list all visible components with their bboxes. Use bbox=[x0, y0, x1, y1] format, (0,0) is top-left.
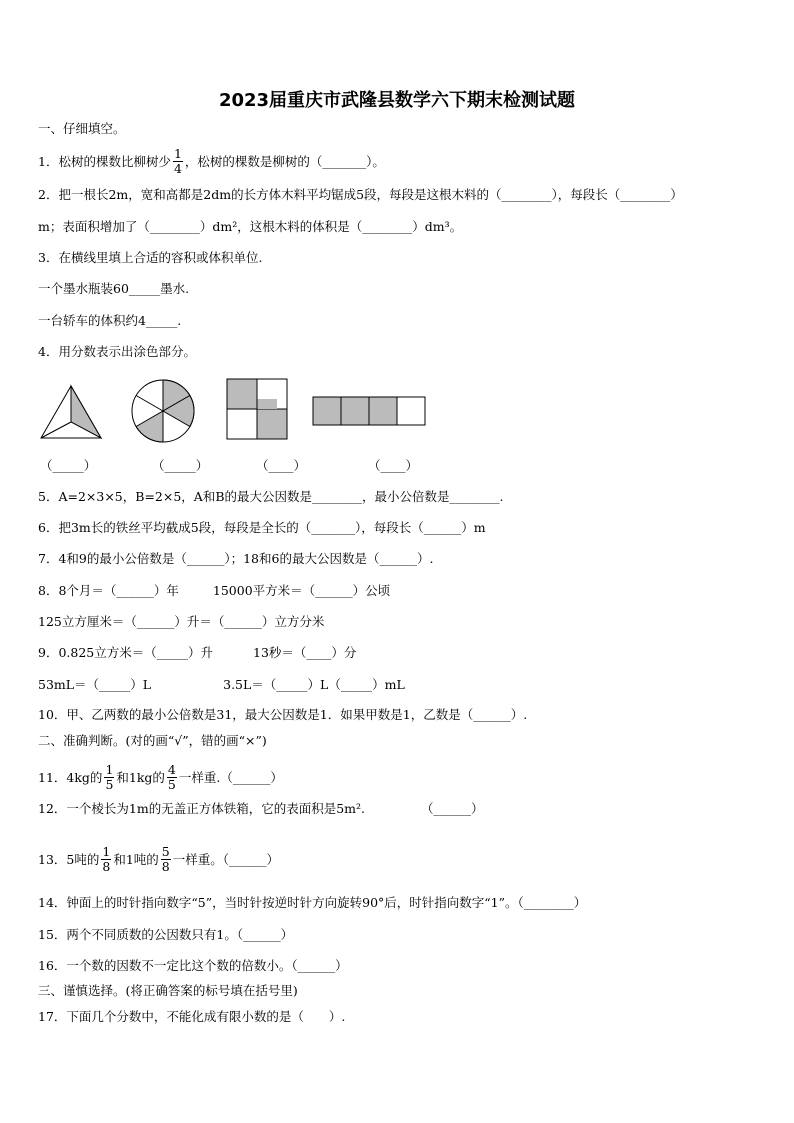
q4-blank-rectangle[interactable]: （____） bbox=[368, 458, 419, 473]
q9-volume: 9．0.825立方米＝（_____）升 bbox=[38, 645, 213, 660]
question-8-line-2: 125立方厘米＝（______）升＝（______）立方分米 bbox=[38, 614, 325, 629]
fraction-five-eighths: $\frac{5}{8}$ bbox=[161, 844, 170, 874]
question-4: 4．用分数表示出涂色部分。 bbox=[38, 344, 196, 359]
question-11: 11．4kg的 $\frac{1}{5}$ 和1kg的 $\frac{4}{5}$ 一样重.（______） bbox=[38, 762, 283, 792]
question-3-car: 一台轿车的体积约4_____. bbox=[38, 313, 182, 328]
section-fill-in: 一、仔细填空。 bbox=[38, 121, 126, 136]
q4-blank-triangle[interactable]: （_____） bbox=[40, 458, 97, 473]
q1-text: 1．松树的棵数比柳树少 bbox=[38, 154, 171, 169]
fraction-one-fifth: $\frac{1}{5}$ bbox=[105, 762, 114, 792]
question-1 bbox=[38, 148, 385, 177]
question-9-line-2 bbox=[38, 676, 405, 694]
section-true-false: 二、准确判断。(对的画“√”，错的画“×”) bbox=[38, 733, 267, 748]
question-10: 10．甲、乙两数的最小公倍数是31，最大公因数是1．如果甲数是1，乙数是（______）. bbox=[38, 707, 528, 722]
question-3-ink-bottle: 一个墨水瓶装60_____墨水. bbox=[38, 281, 190, 296]
fraction-one-quarter: $\frac{1}{4}$ bbox=[173, 146, 182, 176]
square-grid-figure bbox=[226, 378, 288, 440]
question-9-line-1 bbox=[38, 644, 356, 662]
q9-liters: 3.5L＝（_____）L（_____）mL bbox=[223, 677, 405, 692]
q9-ml: 53mL＝（_____）L bbox=[38, 677, 152, 692]
fraction-four-fifths: $\frac{4}{5}$ bbox=[167, 762, 176, 792]
question-2-line-1: 2．把一根长2m，宽和高都是2dm的长方体木料平均锯成5段，每段是这根木料的（________），每段长（________） bbox=[38, 187, 683, 202]
section-multiple-choice: 三、谨慎选择。(将正确答案的标号填在括号里) bbox=[38, 983, 298, 998]
q8-area: 15000平方米＝（______）公顷 bbox=[212, 583, 391, 598]
page-title: 2023届重庆市武隆县数学六下期末检测试题 bbox=[218, 90, 576, 111]
question-17: 17．下面几个分数中，不能化成有限小数的是（ ）. bbox=[38, 1009, 346, 1024]
question-16: 16．一个数的因数不一定比这个数的倍数小。（______） bbox=[38, 958, 348, 973]
question-14: 14．钟面上的时针指向数字“5”，当时针按逆时针方向旋转90°后，时针指向数字“1”。（________） bbox=[38, 895, 587, 910]
rectangle-strip-figure bbox=[312, 396, 428, 428]
fraction-one-eighth: $\frac{1}{8}$ bbox=[102, 844, 111, 874]
question-3: 3．在横线里填上合适的容积或体积单位. bbox=[38, 250, 263, 265]
q8-months: 8．8个月＝（______）年 bbox=[38, 583, 179, 598]
shaded-figures bbox=[38, 376, 458, 446]
q4-blank-squares[interactable]: （____） bbox=[256, 458, 307, 473]
question-13: 13．5吨的 $\frac{1}{8}$ 和1吨的 $\frac{5}{8}$ 一样重。（______） bbox=[38, 844, 279, 874]
q12-blank[interactable]: （______） bbox=[421, 801, 484, 816]
question-12: 12．一个棱长为1m的无盖正方体铁箱，它的表面积是5m². （______） bbox=[38, 801, 484, 816]
q9-seconds: 13秒＝（____）分 bbox=[253, 645, 357, 660]
circle-figure bbox=[130, 378, 196, 444]
q4-blank-circle[interactable]: （_____） bbox=[152, 458, 209, 473]
question-8-line-1 bbox=[38, 582, 390, 600]
q1-text-end: ，松树的棵数是柳树的（_______）。 bbox=[184, 154, 385, 169]
triangle-figure bbox=[38, 384, 104, 440]
question-7: 7．4和9的最小公倍数是（______）；18和6的最大公因数是（______）. bbox=[38, 551, 434, 566]
question-6: 6．把3m长的铁丝平均截成5段，每段是全长的（_______），每段长（______）m bbox=[38, 520, 486, 535]
question-2-line-2: m；表面积增加了（________）dm²，这根木料的体积是（________）dm³。 bbox=[38, 219, 463, 234]
question-5: 5．A=2×3×5，B=2×5，A和B的最大公因数是________，最小公倍数是________. bbox=[38, 489, 504, 504]
question-15: 15．两个不同质数的公因数只有1。（______） bbox=[38, 927, 294, 942]
